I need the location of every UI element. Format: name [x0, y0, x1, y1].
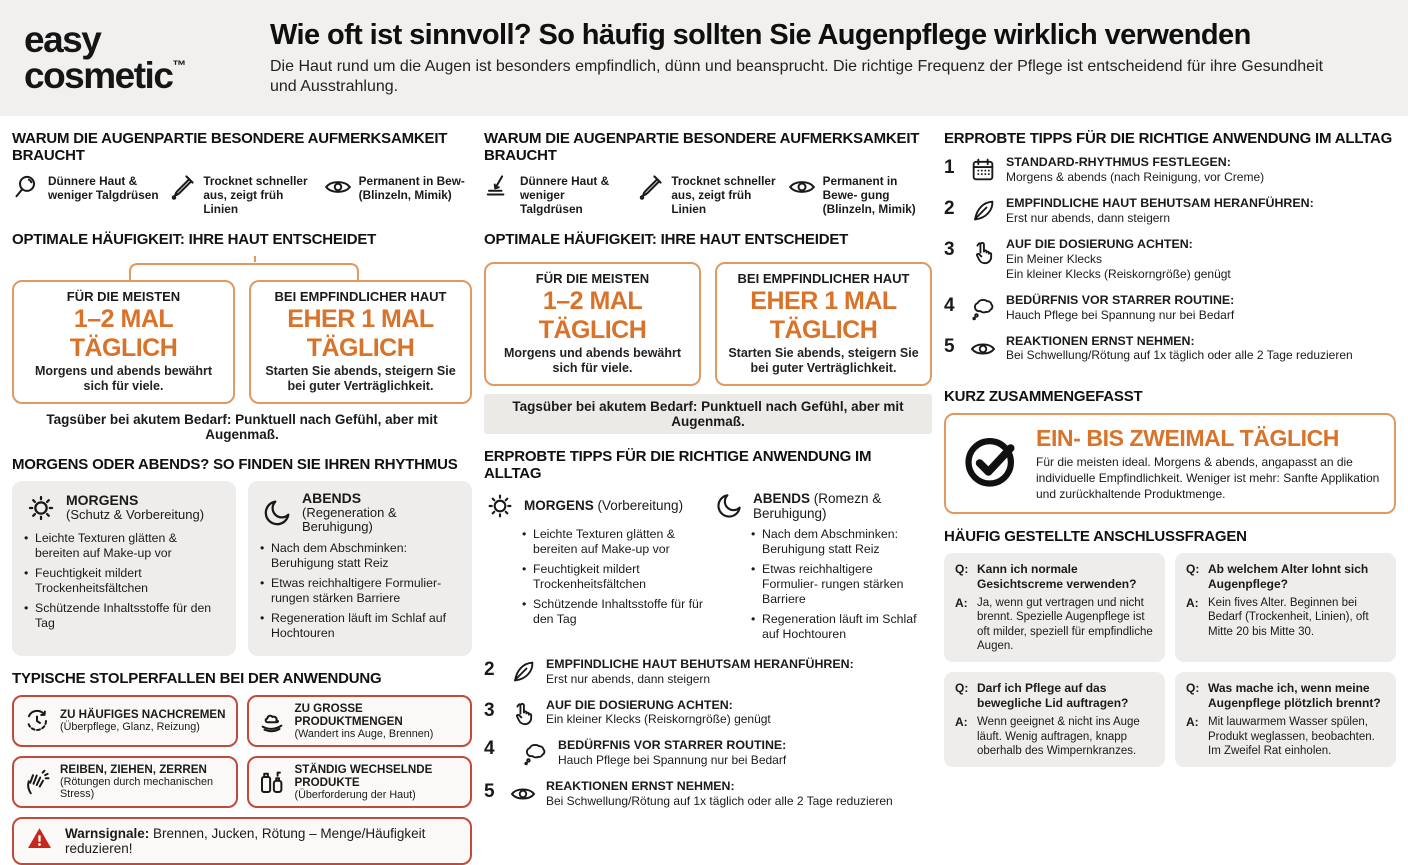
tip-item-5 — [944, 334, 1396, 364]
tip-item-1 — [944, 155, 1396, 185]
right-tips-heading: ERPROBTE TIPPS FÜR DIE RICHTIGE ANWENDUNG IM ALLTAG — [944, 130, 1393, 147]
pitfall-title: ZU HÄUFIGES NACHCREMEN — [60, 708, 226, 722]
feather-icon — [509, 657, 537, 686]
tip-text: Bei Schwellung/Rötung auf 1x täglich oder alle 2 Tage reduzieren — [1006, 348, 1353, 363]
left-pitfalls-heading: TYPISCHE STOLPERFALLEN BEI DER ANWENDUNG — [12, 669, 382, 687]
pitfall-rubbing — [12, 756, 238, 808]
day-column-header — [713, 490, 932, 522]
check-circle-icon — [960, 430, 1022, 497]
box-label: BEI EMPFINDLICHER HAUT — [274, 288, 447, 304]
tip-text: Hauch Pflege bei Spannung nur bei Bedarf — [1006, 307, 1235, 322]
moon-icon — [260, 496, 294, 530]
tip-number: 2 — [944, 197, 955, 219]
eye-icon — [787, 172, 817, 202]
tip-title: AUF DIE DOSIERUNG ACHTEN: — [546, 697, 733, 712]
column-left — [12, 128, 472, 865]
calendar-icon — [969, 155, 997, 184]
dropper-icon — [635, 172, 665, 202]
box-value: 1–2 MAL TÄGLICH — [538, 286, 647, 344]
feature-thin-skin — [484, 172, 629, 217]
feature-thin-skin — [12, 172, 161, 217]
pitfall-changing-products — [247, 756, 473, 808]
box-note: Morgens und abends bewährt sich für viele. — [34, 363, 213, 393]
tip-title: AUF DIE DOSIERUNG ACHTEN: — [1006, 236, 1193, 251]
faq-card-2 — [1175, 553, 1396, 662]
dropper-icon — [167, 172, 197, 202]
content-columns — [0, 116, 1408, 865]
faq-question: Was mache ich, wenn meine Augenpflege plötzlich brennt? — [1208, 681, 1381, 710]
tip-text: Erst nur abends, dann steigern — [546, 671, 711, 686]
warning-banner — [12, 817, 472, 865]
tip-item-2 — [944, 196, 1396, 226]
tip-number: 2 — [484, 658, 495, 680]
feature-label: Trocknet schneller aus, zeigt früh Linien — [203, 174, 308, 216]
tip-text-line2: Ein kleiner Klecks (Reiskorngröße) genügt — [1006, 266, 1231, 281]
left-frequency-boxes — [12, 280, 472, 404]
day-column-bullets — [751, 527, 932, 642]
summary-title: EIN- BIS ZWEIMAL TÄGLICH — [1036, 425, 1340, 452]
faq-answer: Ja, wenn gut vertragen und nicht brennt. Spezielle Augenpflege ist oft milder, speziell für empfindliche Augen. — [977, 596, 1153, 653]
bullet: • Schützende Inhaltsstoffe für den Tag — [24, 601, 224, 631]
left-rhythm-heading: MORGENS ODER ABENDS? SO FINDEN SIE IHREN RHYTHMUS — [12, 455, 458, 473]
left-why-features — [12, 172, 472, 217]
brand-logo-line2: cosmetic — [24, 55, 173, 96]
faq-a-label: A: — [955, 595, 968, 610]
eye-icon — [323, 172, 353, 202]
box-note: Starten Sie abends, steigern Sie bei guter Verträglichkeit. — [728, 345, 919, 375]
tip-item-3 — [944, 237, 1396, 282]
sun-icon — [24, 491, 58, 525]
clock-icon — [22, 706, 52, 736]
rhythm-card-title: MORGENS — [66, 491, 139, 508]
tip-number: 5 — [944, 335, 955, 357]
tip-number: 3 — [944, 238, 955, 260]
day-column-morning — [484, 490, 703, 647]
feather-icon — [969, 196, 997, 225]
box-note: Morgens und abends bewährt sich für viele. — [503, 345, 682, 375]
mid-day-columns — [484, 490, 932, 647]
left-rhythm-cards — [12, 481, 472, 656]
rhythm-card-header — [260, 491, 460, 535]
warning-label: Warnsignale: — [65, 825, 150, 841]
tip-text: Hauch Pflege bei Spannung nur bei Bedarf — [558, 753, 787, 768]
rhythm-card-title: ABENDS — [302, 489, 362, 506]
faq-q-label: Q: — [955, 681, 969, 696]
faq-answer: Kein fives Alter. Beginnen bei Bedarf (Trockenheit, Linien), oft Mitte 20 bis Mitte 30. — [1208, 596, 1369, 638]
bullet: • Etwas reichhaltigere Formulier- rungen stärken Barriere — [260, 576, 460, 606]
left-why-heading: WARUM DIE AUGENPARTIE BESONDERE AUFMERKSAMKEIT BRAUCHT — [12, 130, 448, 164]
tip-title: BEDÜRFNIS VOR STARRER ROUTINE: — [558, 738, 787, 753]
skin-layers-icon — [484, 172, 514, 202]
mid-why-heading: WARUM DIE AUGENPARTIE BESONDERE AUFMERKSAMKEIT BRAUCHT — [484, 130, 920, 164]
right-tip-list — [944, 155, 1396, 374]
bullet: • Etwas reichhaltigere Formulier- rungen stärken Barriere — [751, 562, 932, 607]
faq-question-row — [1186, 562, 1385, 591]
tip-text: Morgens & abends (nach Reinigung, vor Creme) — [1006, 169, 1265, 184]
faq-heading: HÄUFIG GESTELLTE ANSCHLUSSFRAGEN — [944, 528, 1247, 546]
day-column-title — [524, 498, 683, 513]
eye-icon — [969, 334, 997, 363]
faq-answer: Mit lauwarmem Wasser spülen, Produkt weglassen, beobachten. Im Zweifel Rat einholen. — [1208, 716, 1375, 757]
day-column-bullets — [522, 527, 703, 627]
tip-number: 5 — [484, 781, 495, 803]
pitfall-note: (Wandert ins Auge, Brennen) — [294, 727, 434, 740]
column-right — [944, 128, 1396, 865]
header-text — [262, 19, 1384, 98]
pitfall-recreaming — [12, 695, 238, 747]
left-frequency-heading: OPTIMALE HÄUFIGKEIT: IHRE HAUT ENTSCHEIDET — [12, 230, 377, 248]
warning-triangle-icon — [26, 825, 53, 857]
eye-icon — [509, 779, 537, 808]
faq-q-label: Q: — [1186, 562, 1200, 577]
tip-item-2 — [484, 657, 932, 687]
header-band — [0, 0, 1408, 116]
tip-number: 1 — [944, 157, 955, 178]
feature-dries-fast — [635, 172, 780, 217]
tip-title: REAKTIONEN ERNST NEHMEN: — [1006, 333, 1195, 348]
faq-a-label: A: — [1186, 595, 1199, 610]
bullet: • Feuchtigkeit mildert Trockenheitsfältchen — [24, 566, 224, 596]
tip-title: STANDARD-RHYTHMUS FESTLEGEN: — [1006, 155, 1231, 169]
faq-q-label: Q: — [1186, 681, 1200, 696]
page-title: Wie oft ist sinnvoll? So häufig sollten Sie Augenpflege wirklich verwenden — [270, 18, 1251, 51]
day-title-paren: (Romezn & Beruhigung) — [753, 490, 882, 521]
pitfall-title: ZU GROSSE PRODUKTMENGEN — [294, 701, 403, 728]
frequency-box-most-people — [484, 262, 701, 386]
rhythm-card-bullets — [24, 531, 224, 631]
summary-box — [944, 413, 1396, 514]
feature-in-motion — [323, 172, 472, 217]
day-column-title — [753, 491, 932, 521]
bottles-icon — [257, 767, 287, 797]
column-middle — [484, 128, 932, 865]
tip-title: EMPFINDLICHE HAUT BEHUTSAM HERANFÜHREN: — [1006, 195, 1314, 210]
rubbing-hand-icon — [22, 767, 52, 797]
faq-question: Darf ich Pflege auf das bewegliche Lid auftragen? — [977, 681, 1129, 710]
faq-grid — [944, 553, 1396, 767]
box-label: FÜR DIE MEISTEN — [535, 270, 650, 286]
bullet: • Leichte Texturen glätten & bereiten auf Make-up vor — [522, 527, 703, 557]
box-value: EHER 1 MAL TÄGLICH — [287, 304, 434, 362]
summary-heading: KURZ ZUSAMMENGEFASST — [944, 388, 1143, 406]
faq-a-label: A: — [955, 715, 968, 730]
bullet: • Leichte Texturen glätten & bereiten auf Make-up vor — [24, 531, 224, 561]
tip-item-4 — [484, 738, 932, 768]
mid-tips-heading: ERPROBTE TIPPS FÜR DIE RICHTIGE ANWENDUNG IM ALLTAG — [484, 447, 872, 482]
day-title-paren: (Vorbereitung) — [593, 498, 684, 514]
feature-label: Trocknet schneller aus, zeigt früh Linien — [671, 174, 776, 216]
pitfall-too-much-product — [247, 695, 473, 747]
feature-label: Permanent in Bewe- gung (Blinzeln, Mimik) — [822, 174, 916, 216]
frequency-box-sensitive-skin — [715, 262, 932, 386]
warning-message: Brennen, Jucken, Rötung – Menge/Häufigkeit reduzieren! — [65, 825, 426, 856]
pitfall-note: (Überpflege, Glanz, Reizung) — [60, 721, 200, 734]
mid-frequency-boxes — [484, 262, 932, 386]
pitfall-title: STÄNDIG WECHSELNDE PRODUKTE — [294, 762, 433, 789]
mid-frequency-footnote: Tagsüber bei akutem Bedarf: Punktuell nach Gefühl, aber mit Augenmaß. — [484, 394, 932, 434]
pitfall-title: REIBEN, ZIEHEN, ZERREN — [60, 763, 207, 777]
faq-answer-row — [1186, 596, 1385, 639]
faq-card-4 — [1175, 672, 1396, 767]
rhythm-card-morning — [12, 481, 236, 656]
bullet: • Nach dem Abschminken: Beruhigung statt Reiz — [260, 541, 460, 571]
brand-logo — [24, 18, 262, 96]
tap-finger-icon — [969, 237, 997, 266]
mid-frequency-heading: OPTIMALE HÄUFIGKEIT: IHRE HAUT ENTSCHEIDET — [484, 230, 849, 248]
tap-finger-icon — [509, 698, 537, 727]
faq-q-label: Q: — [955, 562, 969, 577]
feature-dries-fast — [167, 172, 316, 217]
tip-item-3 — [484, 698, 932, 728]
tip-text: Bei Schwellung/Rötung auf 1x täglich oder alle 2 Tage reduzieren — [546, 794, 893, 809]
tip-text: Ein kleiner Klecks (Reiskorngröße) genügt — [546, 712, 771, 727]
tip-item-5 — [484, 779, 932, 809]
tip-number: 4 — [484, 738, 495, 760]
cream-icon — [257, 706, 287, 736]
faq-card-1 — [944, 553, 1165, 662]
pitfall-boxes — [12, 695, 472, 808]
trademark-symbol: ™ — [172, 57, 187, 73]
rhythm-card-bullets — [260, 541, 460, 641]
faq-a-label: A: — [1186, 715, 1199, 730]
day-title-bold: MORGENS — [524, 498, 594, 514]
feature-label: Dünnere Haut & weniger Talgdrüsen — [520, 174, 610, 216]
magnifier-icon — [12, 172, 42, 202]
tip-text: Ein Meiner Klecks — [1006, 251, 1103, 266]
rhythm-card-header — [24, 491, 224, 525]
box-label: BEI EMPFINDLICHER HAUT — [737, 270, 910, 286]
left-frequency-footnote: Tagsüber bei akutem Bedarf: Punktuell nach Gefühl, aber mit Augenmaß. — [46, 411, 438, 442]
rhythm-card-subtitle: (Regeneration & Beruhigung) — [302, 505, 397, 535]
thought-bubble-icon — [969, 293, 997, 322]
rhythm-card-evening — [248, 481, 472, 656]
feature-label: Permanent in Bew- (Blinzeln, Mimik) — [358, 174, 465, 202]
faq-question-row — [955, 681, 1154, 710]
mid-why-features — [484, 172, 932, 217]
day-column-evening — [713, 490, 932, 647]
faq-question-row — [955, 562, 1154, 591]
faq-question: Kann ich normale Gesichtscreme verwenden? — [977, 562, 1137, 591]
pitfall-note: (Rötungen durch mechanischen Stress) — [60, 776, 214, 801]
feature-label: Dünnere Haut & weniger Talgdrüsen — [48, 174, 159, 202]
tip-number: 4 — [944, 294, 955, 316]
faq-answer-row — [1186, 715, 1385, 758]
faq-question: Ab welchem Alter lohnt sich Augenpflege? — [1208, 562, 1369, 591]
bullet: • Feuchtigkeit mildert Trockenheitsfältchen — [522, 562, 703, 592]
frequency-box-sensitive-skin — [249, 280, 472, 404]
tree-connector — [12, 256, 472, 280]
box-value: EHER 1 MAL TÄGLICH — [750, 286, 897, 344]
brand-logo-line1: easy — [24, 18, 101, 60]
page-subtitle: Die Haut rund um die Augen ist besonders empfindlich, dünn und beansprucht. Die richtige Frequenz der Pflege ist entscheidend für ihre Gesundheit und Ausstrahlung. — [270, 57, 1324, 95]
faq-card-3 — [944, 672, 1165, 767]
tip-number: 3 — [484, 699, 495, 721]
tip-title: REAKTIONEN ERNST NEHMEN: — [546, 779, 735, 794]
tip-title: BEDÜRFNIS VOR STARRER ROUTINE: — [1006, 292, 1235, 307]
box-note: Starten Sie abends, steigern Sie bei guter Verträglichkeit. — [265, 363, 456, 393]
faq-answer: Wenn geeignet & nicht ins Auge läuft. Wenig auftragen, knapp oberhalb des Wimpernkranzes. — [977, 716, 1140, 757]
moon-icon — [713, 490, 745, 522]
bullet: • Regeneration läuft im Schlaf auf Hochtouren — [260, 611, 460, 641]
summary-text: Für die meisten ideal. Morgens & abends, angapasst an die individuelle Empfindlichkeit. Weniger ist mehr: Sanfte Applikation und zurückhaltende Produktmenge. — [1036, 455, 1380, 501]
day-title-bold: ABENDS — [753, 490, 811, 506]
bullet: • Regeneration läuft im Schlaf auf Hochtouren — [751, 612, 932, 642]
pitfall-note: (Überforderung der Haut) — [294, 788, 416, 801]
rhythm-card-subtitle: (Schutz & Vorbereitung) — [66, 507, 205, 523]
sun-icon — [484, 490, 516, 522]
mid-tip-list — [484, 657, 932, 821]
box-label: FÜR DIE MEISTEN — [66, 288, 181, 304]
tip-item-4 — [944, 293, 1396, 323]
feature-in-motion — [787, 172, 932, 217]
box-value: 1–2 MAL TÄGLICH — [69, 304, 178, 362]
day-column-header — [484, 490, 703, 522]
frequency-box-most-people — [12, 280, 235, 404]
faq-answer-row — [955, 596, 1154, 654]
bullet: • Nach dem Abschminken: Beruhigung statt Reiz — [751, 527, 932, 557]
tip-text: Erst nur abends, dann steigern — [1006, 210, 1171, 225]
tip-title: EMPFINDLICHE HAUT BEHUTSAM HERANFÜHREN: — [546, 656, 854, 671]
bullet: • Schützende Inhaltsstoffe für für den Tag — [522, 597, 703, 627]
faq-answer-row — [955, 715, 1154, 758]
warning-text — [65, 826, 458, 856]
faq-question-row — [1186, 681, 1385, 710]
thought-bubble-icon — [521, 738, 549, 767]
